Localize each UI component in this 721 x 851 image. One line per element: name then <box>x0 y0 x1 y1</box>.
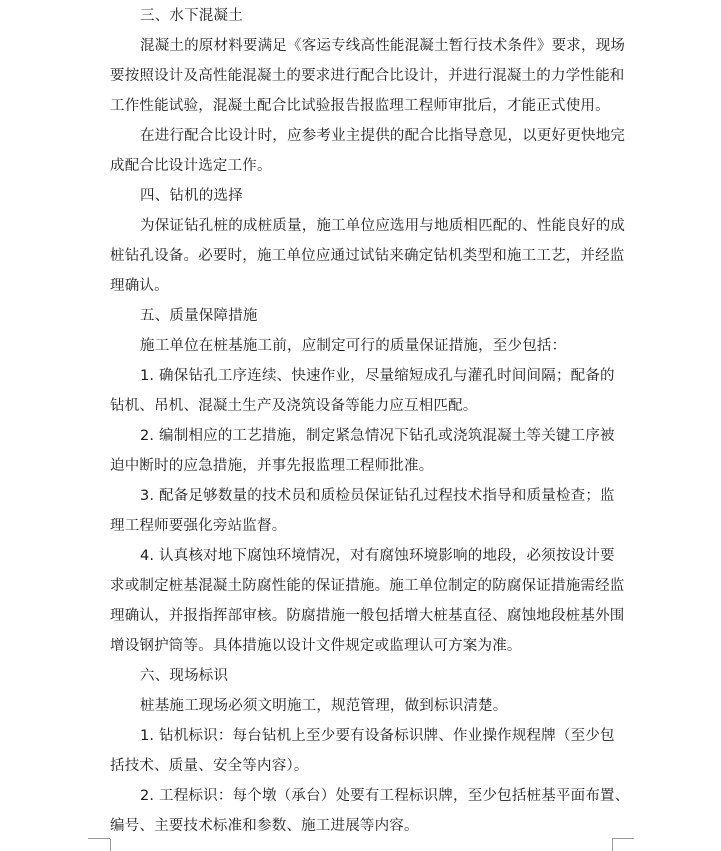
heading-quality-measures: 五、质量保障措施 <box>140 308 258 324</box>
list-item-line: 3. 配备足够数量的技术员和质检员保证钻孔过程技术指导和质量检查；监 <box>140 488 615 504</box>
list-item-line: 4. 认真核对地下腐蚀环境情况，对有腐蚀环境影响的地段，必须按设计要 <box>140 548 615 564</box>
heading-drill-selection: 四、钻机的选择 <box>140 188 243 204</box>
paragraph-line: 施工单位在桩基施工前，应制定可行的质量保证措施，至少包括： <box>140 338 567 354</box>
page-margin-corner-mark <box>612 838 634 851</box>
paragraph-line: 为保证钻孔桩的成桩质量，施工单位应选用与地质相匹配的、性能良好的成 <box>140 218 626 234</box>
list-item-line: 理确认，并报指挥部审核。防腐措施一般包括增大桩基直径、腐蚀地段桩基外围 <box>110 608 625 624</box>
list-item-line: 编号、主要技术标准和参数、施工进展等内容。 <box>110 818 419 834</box>
list-item-line: 括技术、质量、安全等内容）。 <box>110 758 309 774</box>
paragraph-line: 要按照设计及高性能混凝土的要求进行配合比设计，并进行混凝土的力学性能和 <box>110 68 625 84</box>
paragraph-line: 理确认。 <box>110 278 169 294</box>
paragraph-line: 成配合比设计选定工作。 <box>110 158 272 174</box>
list-item-line: 迫中断时的应急措施，并事先报监理工程师批准。 <box>110 458 434 474</box>
heading-site-signage: 六、现场标识 <box>140 668 229 684</box>
list-item-line: 2. 编制相应的工艺措施，制定紧急情况下钻孔或浇筑混凝土等关键工序被 <box>140 428 615 444</box>
heading-underwater-concrete: 三、水下混凝土 <box>140 8 243 24</box>
list-item-line: 钻机、吊机、混凝土生产及浇筑设备等能力应互相匹配。 <box>110 398 478 414</box>
paragraph-line: 桩基施工现场必须文明施工，规范管理，做到标识清楚。 <box>140 698 508 714</box>
list-item-line: 1. 钻机标识：每台钻机上至少要有设备标识牌、作业操作规程牌（至少包 <box>140 728 615 744</box>
list-item-line: 增设钢护筒等。具体措施以设计文件规定或监理认可方案为准。 <box>110 638 522 654</box>
list-item-line: 1. 确保钻孔工序连续、快速作业，尽量缩短成孔与灌孔时间间隔；配备的 <box>140 368 615 384</box>
paragraph-line: 桩钻孔设备。必要时，施工单位应通过试钻来确定钻机类型和施工工艺，并经监 <box>110 248 625 264</box>
paragraph-line: 在进行配合比设计时，应参考业主提供的配合比指导意见，以更好更快地完 <box>140 128 626 144</box>
list-item-line: 理工程师要强化旁站监督。 <box>110 518 287 534</box>
list-item-line: 2. 工程标识：每个墩（承台）处要有工程标识牌，至少包括桩基平面布置、 <box>140 788 630 804</box>
paragraph-line: 混凝土的原材料要满足《客运专线高性能混凝土暂行技术条件》要求，现场 <box>140 38 626 54</box>
paragraph-line: 工作性能试验，混凝土配合比试验报告报监理工程师审批后，才能正式使用。 <box>110 98 610 114</box>
page-margin-corner-mark <box>88 838 110 851</box>
list-item-line: 求或制定桩基混凝土防腐性能的保证措施。施工单位制定的防腐保证措施需经监 <box>110 578 625 594</box>
